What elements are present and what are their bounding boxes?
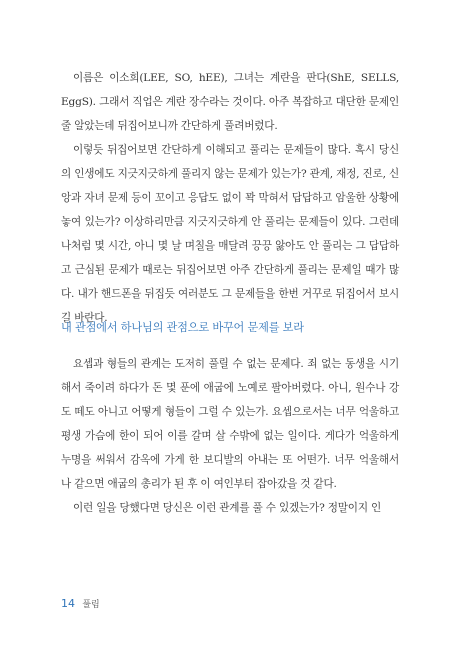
body-text-top (61, 66, 399, 330)
paragraph: 이렇듯 뒤집어보면 간단하게 이해되고 풀리는 문제들이 많다. 혹시 당신의 인생에도 지긋지긋하게 풀리지 않는 문제가 있는가? 관계, 재정, 진로, 신앙과 자녀 문제 등이 꼬이고 응답도 없이 꽉 막혀서 답답하고 암울한 상황에 놓여 있는가? 이상하리만큼 지긋지긋하게 안 풀리는 문제들이 있다. 그런데 나처럼 몇 시간, 아니 몇 날 며칠을 매달려 끙끙 앓아도 안 풀리는 그 답답하고 근심된 문제가 때로는 뒤집어보면 아주 간단하게 풀리는 문제일 때가 많다. 내가 핸드폰을 뒤집듯 여러분도 그 문제들을 한번 거꾸로 뒤집어서 보시길 바란다. (61, 144, 399, 324)
body-text-bottom (61, 352, 399, 520)
paragraph: 요셉과 형들의 관계는 도저히 풀릴 수 없는 문제다. 죄 없는 동생을 시기해서 죽이려 하다가 돈 몇 푼에 애굽에 노예로 팔아버렸다. 아니, 원수나 강도 떼도 아니고 어떻게 형들이 그럴 수 있는가. 요셉으로서는 너무 억울하고 평생 가슴에 한이 되어 이를 갈며 살 수밖에 없는 일이다. 게다가 억울하게 누명을 써워서 감옥에 가게 한 보디발의 아내는 또 어떤가. 너무 억울해서 나 같으면 애굽의 총리가 된 후 이 여인부터 잡아갔을 것 같다. (61, 358, 399, 490)
page-number: 14 (61, 597, 75, 610)
section-heading: 내 관점에서 하나님의 관점으로 바꾸어 문제를 보라 (61, 321, 304, 334)
paragraph: 이름은 이소희(LEE, SO, hEE), 그녀는 계란을 판다(ShE, SELLS, EggS). 그래서 직업은 계란 장수라는 것이다. 아주 복잡하고 대단한 문제인 줄 알았는데 뒤집어보니까 간단하게 풀려버렸다. (61, 72, 399, 132)
paragraph: 이런 일을 당했다면 당신은 이런 관계를 풀 수 있겠는가? 정말이지 인 (73, 502, 382, 514)
running-title: 풀림 (82, 600, 100, 610)
page-footer (61, 597, 100, 610)
